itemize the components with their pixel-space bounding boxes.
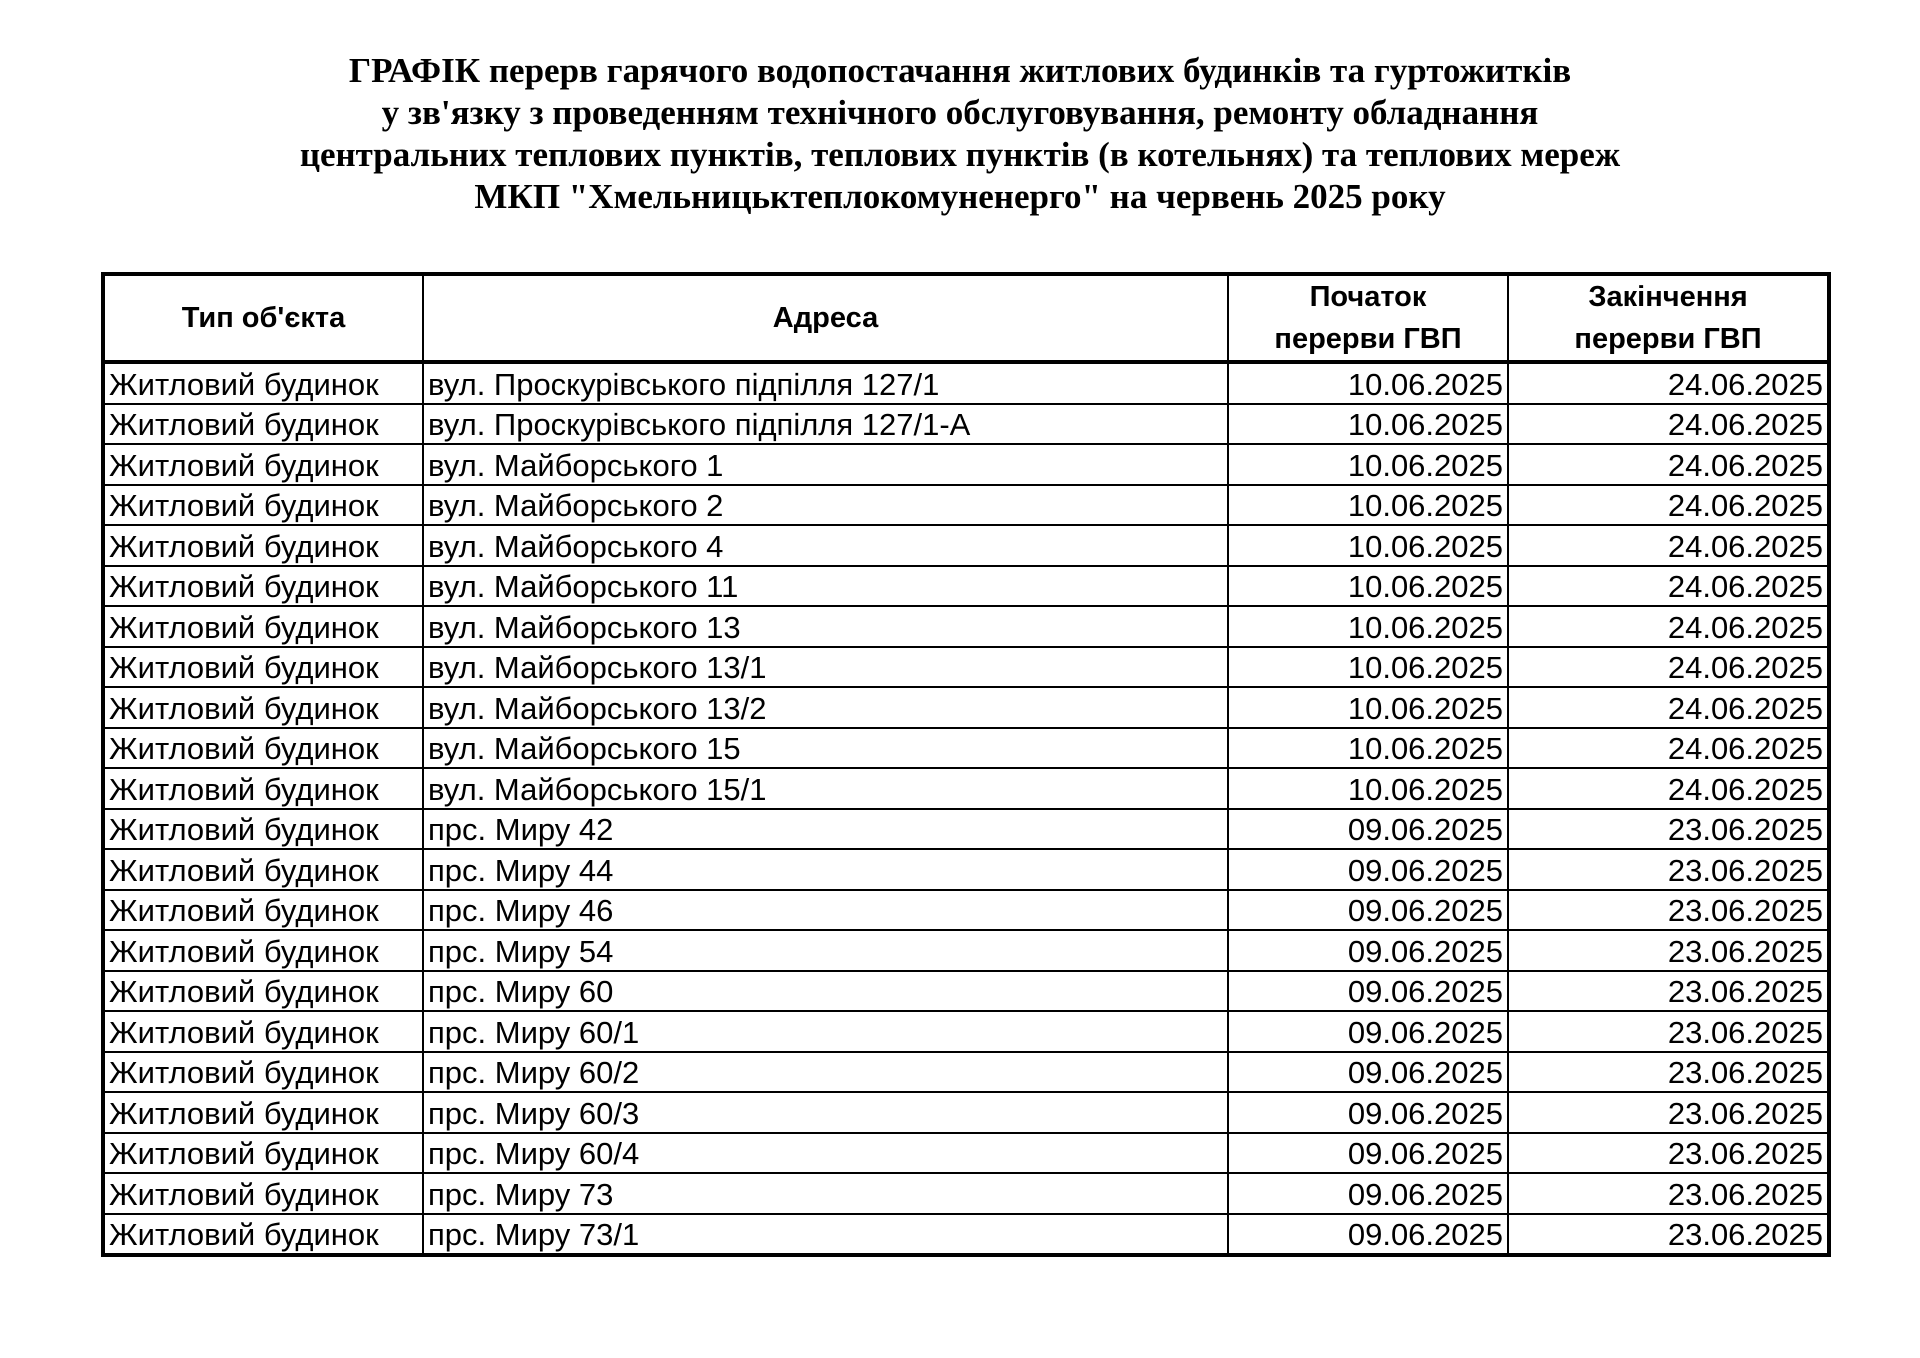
- table-row: [103, 687, 1829, 728]
- cell-object-type: Житловий будинок: [103, 1133, 423, 1174]
- cell-end-date: 24.06.2025: [1508, 404, 1829, 445]
- cell-address: вул. Майборського 13/2: [423, 687, 1228, 728]
- table-row: [103, 849, 1829, 890]
- header-start-line1: Початок: [1309, 281, 1427, 313]
- header-object-type: [103, 274, 423, 362]
- cell-address: вул. Майборського 4: [423, 525, 1228, 566]
- cell-address: прс. Миру 60/4: [423, 1133, 1228, 1174]
- table-row: [103, 1052, 1829, 1093]
- cell-end-date: 23.06.2025: [1508, 890, 1829, 931]
- cell-object-type: Житловий будинок: [103, 485, 423, 526]
- cell-start-date: 09.06.2025: [1228, 971, 1508, 1012]
- cell-object-type: Житловий будинок: [103, 809, 423, 850]
- cell-end-date: 23.06.2025: [1508, 809, 1829, 850]
- cell-address: прс. Миру 60/2: [423, 1052, 1228, 1093]
- header-object-type-label: Тип об'єкта: [181, 302, 346, 334]
- cell-end-date: 23.06.2025: [1508, 971, 1829, 1012]
- table-row: [103, 362, 1829, 404]
- cell-object-type: Житловий будинок: [103, 1052, 423, 1093]
- outage-schedule-table: [101, 272, 1831, 1257]
- cell-address: прс. Миру 42: [423, 809, 1228, 850]
- cell-object-type: Житловий будинок: [103, 1173, 423, 1214]
- table-row: [103, 930, 1829, 971]
- title-line: у зв'язку з проведенням технічного обслуговування, ремонту обладнання: [381, 93, 1539, 132]
- cell-object-type: Житловий будинок: [103, 404, 423, 445]
- table-row: [103, 1011, 1829, 1052]
- cell-start-date: 09.06.2025: [1228, 1052, 1508, 1093]
- cell-end-date: 24.06.2025: [1508, 566, 1829, 607]
- cell-object-type: Житловий будинок: [103, 930, 423, 971]
- cell-object-type: Житловий будинок: [103, 362, 423, 404]
- cell-address: прс. Миру 54: [423, 930, 1228, 971]
- cell-start-date: 09.06.2025: [1228, 890, 1508, 931]
- table-body: [103, 362, 1829, 1255]
- table-row: [103, 485, 1829, 526]
- cell-address: прс. Миру 60: [423, 971, 1228, 1012]
- cell-start-date: 10.06.2025: [1228, 647, 1508, 688]
- cell-end-date: 24.06.2025: [1508, 768, 1829, 809]
- cell-address: прс. Миру 73: [423, 1173, 1228, 1214]
- header-start-line2: перерви ГВП: [1274, 323, 1462, 355]
- cell-object-type: Житловий будинок: [103, 444, 423, 485]
- cell-end-date: 23.06.2025: [1508, 930, 1829, 971]
- cell-object-type: Житловий будинок: [103, 728, 423, 769]
- table-header-row: [103, 274, 1829, 362]
- cell-object-type: Житловий будинок: [103, 525, 423, 566]
- cell-start-date: 09.06.2025: [1228, 849, 1508, 890]
- cell-start-date: 10.06.2025: [1228, 768, 1508, 809]
- cell-address: вул. Майборського 1: [423, 444, 1228, 485]
- cell-end-date: 24.06.2025: [1508, 525, 1829, 566]
- cell-end-date: 24.06.2025: [1508, 687, 1829, 728]
- cell-address: вул. Майборського 13: [423, 606, 1228, 647]
- cell-start-date: 10.06.2025: [1228, 444, 1508, 485]
- title-line: ГРАФІК перерв гарячого водопостачання житлових будинків та гуртожитків: [348, 51, 1572, 90]
- cell-start-date: 10.06.2025: [1228, 485, 1508, 526]
- cell-object-type: Житловий будинок: [103, 647, 423, 688]
- cell-end-date: 23.06.2025: [1508, 1133, 1829, 1174]
- cell-address: прс. Миру 60/3: [423, 1092, 1228, 1133]
- table-row: [103, 1214, 1829, 1256]
- cell-object-type: Житловий будинок: [103, 890, 423, 931]
- cell-object-type: Житловий будинок: [103, 1092, 423, 1133]
- cell-end-date: 23.06.2025: [1508, 1052, 1829, 1093]
- cell-end-date: 24.06.2025: [1508, 728, 1829, 769]
- cell-start-date: 10.06.2025: [1228, 566, 1508, 607]
- cell-start-date: 09.06.2025: [1228, 930, 1508, 971]
- cell-start-date: 09.06.2025: [1228, 1011, 1508, 1052]
- cell-start-date: 09.06.2025: [1228, 809, 1508, 850]
- table-row: [103, 525, 1829, 566]
- cell-end-date: 24.06.2025: [1508, 444, 1829, 485]
- cell-object-type: Житловий будинок: [103, 971, 423, 1012]
- cell-address: вул. Проскурівського підпілля 127/1: [423, 362, 1228, 404]
- table-row: [103, 728, 1829, 769]
- cell-start-date: 10.06.2025: [1228, 525, 1508, 566]
- cell-object-type: Житловий будинок: [103, 1214, 423, 1256]
- table-row: [103, 1092, 1829, 1133]
- table-row: [103, 809, 1829, 850]
- cell-object-type: Житловий будинок: [103, 566, 423, 607]
- cell-start-date: 10.06.2025: [1228, 728, 1508, 769]
- cell-start-date: 10.06.2025: [1228, 606, 1508, 647]
- cell-end-date: 24.06.2025: [1508, 485, 1829, 526]
- cell-start-date: 09.06.2025: [1228, 1173, 1508, 1214]
- cell-end-date: 23.06.2025: [1508, 1214, 1829, 1256]
- cell-object-type: Житловий будинок: [103, 606, 423, 647]
- header-end-line2: перерви ГВП: [1574, 323, 1762, 355]
- table-row: [103, 1173, 1829, 1214]
- header-address-label: Адреса: [772, 302, 879, 334]
- cell-end-date: 24.06.2025: [1508, 647, 1829, 688]
- table-row: [103, 647, 1829, 688]
- cell-object-type: Житловий будинок: [103, 768, 423, 809]
- cell-object-type: Житловий будинок: [103, 1011, 423, 1052]
- cell-start-date: 10.06.2025: [1228, 404, 1508, 445]
- table-row: [103, 1133, 1829, 1174]
- title-line: МКП "Хмельницьктеплокомуненерго" на червень 2025 року: [474, 177, 1446, 216]
- cell-address: прс. Миру 60/1: [423, 1011, 1228, 1052]
- cell-end-date: 24.06.2025: [1508, 606, 1829, 647]
- table-row: [103, 768, 1829, 809]
- cell-object-type: Житловий будинок: [103, 687, 423, 728]
- table-row: [103, 566, 1829, 607]
- cell-address: прс. Миру 44: [423, 849, 1228, 890]
- cell-end-date: 24.06.2025: [1508, 362, 1829, 404]
- table-row: [103, 890, 1829, 931]
- table-row: [103, 404, 1829, 445]
- header-end-line1: Закінчення: [1588, 281, 1748, 313]
- table-row: [103, 444, 1829, 485]
- header-end: [1508, 274, 1829, 362]
- cell-start-date: 10.06.2025: [1228, 362, 1508, 404]
- cell-address: прс. Миру 73/1: [423, 1214, 1228, 1256]
- table-row: [103, 971, 1829, 1012]
- cell-address: вул. Майборського 15/1: [423, 768, 1228, 809]
- cell-end-date: 23.06.2025: [1508, 849, 1829, 890]
- cell-address: вул. Майборського 2: [423, 485, 1228, 526]
- cell-address: вул. Майборського 15: [423, 728, 1228, 769]
- cell-end-date: 23.06.2025: [1508, 1173, 1829, 1214]
- header-address: [423, 274, 1228, 362]
- cell-address: вул. Проскурівського підпілля 127/1-А: [423, 404, 1228, 445]
- cell-start-date: 10.06.2025: [1228, 687, 1508, 728]
- cell-end-date: 23.06.2025: [1508, 1092, 1829, 1133]
- cell-start-date: 09.06.2025: [1228, 1133, 1508, 1174]
- title-line: центральних теплових пунктів, теплових пунктів (в котельнях) та теплових мереж: [299, 135, 1621, 174]
- document-title: [0, 50, 1920, 218]
- cell-address: прс. Миру 46: [423, 890, 1228, 931]
- cell-address: вул. Майборського 13/1: [423, 647, 1228, 688]
- cell-end-date: 23.06.2025: [1508, 1011, 1829, 1052]
- header-start: [1228, 274, 1508, 362]
- cell-object-type: Житловий будинок: [103, 849, 423, 890]
- cell-start-date: 09.06.2025: [1228, 1092, 1508, 1133]
- table-row: [103, 606, 1829, 647]
- cell-start-date: 09.06.2025: [1228, 1214, 1508, 1256]
- cell-address: вул. Майборського 11: [423, 566, 1228, 607]
